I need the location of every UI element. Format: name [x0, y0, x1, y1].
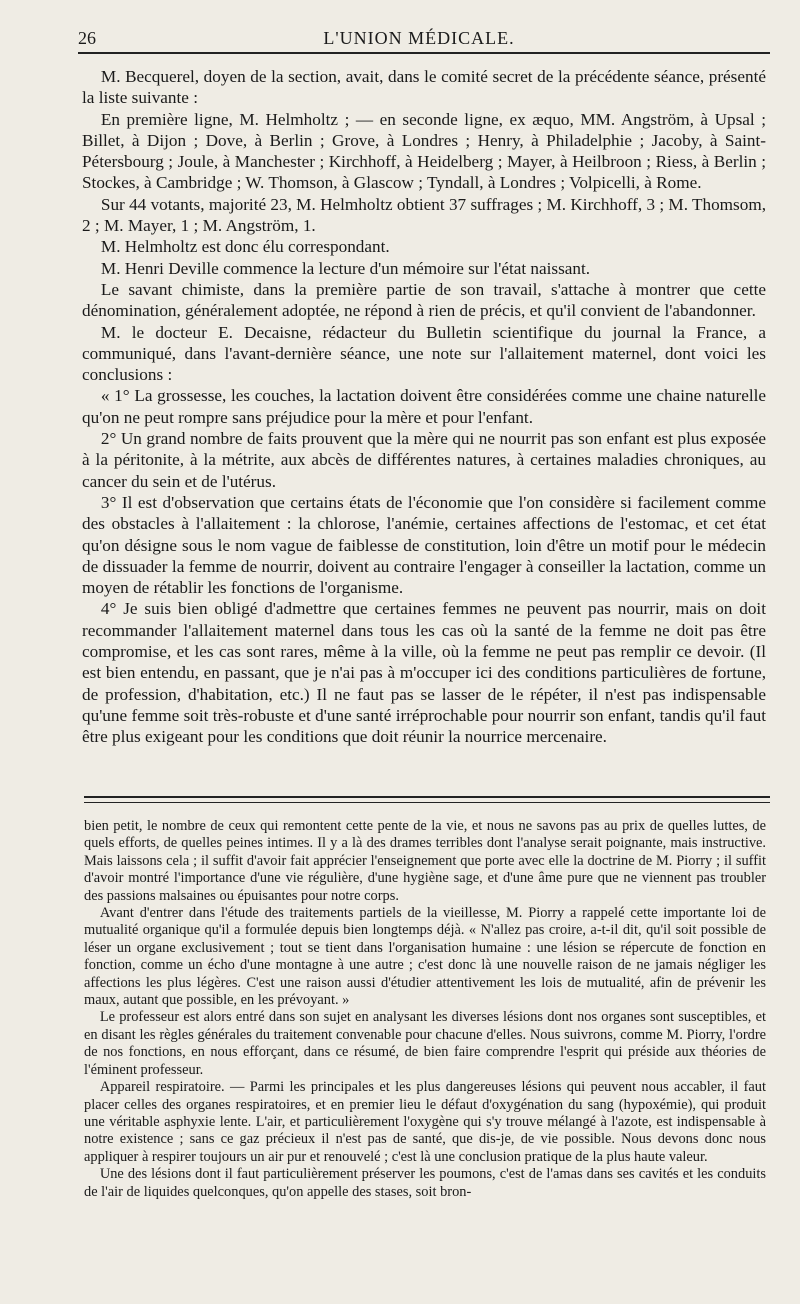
header-rule — [78, 52, 770, 54]
feuilleton-paragraph: Appareil respiratoire. — Parmi les principales et les plus dangereuses lésions qui peuvent nous accabler, il faut placer celles des organes respiratoires, et en premier lieu le défaut d'oxygénation du sang (hypoxémie), qui produit une véritable asphyxie lente. L'air, et particulièrement l'oxygène qui s'y trouve mélangé à l'azote, est indispensable à notre existence ; sans ce gaz précieux il n'est pas de santé, que dis-je, de vie possible. Nous devons donc nous appliquer à respirer toujours un air pur et renouvelé ; c'est là une conclusion pratique de la plus haute valeur. — [84, 1079, 766, 1165]
main-paragraph: M. le docteur E. Decaisne, rédacteur du Bulletin scientifique du journal la France, a communiqué, dans l'avant-dernière séance, une note sur l'allaitement maternel, dont voici les conclusions : — [82, 322, 766, 385]
feuilleton-paragraph: bien petit, le nombre de ceux qui remontent cette pente de la vie, et nous ne savons pas au prix de quelles luttes, de quels efforts, de quelles peines intimes. Il y a là des drames terribles dont l'analyse serait poignante, mais instructive. Mais laissons cela ; il suffit d'avoir fait apprécier l'enseignement que porte avec elle la doctrine de M. Piorry ; il suffit d'avoir montré l'importance d'une vie régulière, d'une hygiène sage, et d'une âme pure que ne viennent pas troubler des passions malsaines ou épuisantes pour notre corps. — [84, 818, 766, 904]
main-paragraph: 2° Un grand nombre de faits prouvent que la mère qui ne nourrit pas son enfant est plus exposée à la péritonite, à la métrite, aux abcès de différentes natures, à certaines maladies chroniques, au cancer du sein et de l'utérus. — [82, 429, 766, 491]
main-paragraph: En première ligne, M. Helmholtz ; — en seconde ligne, ex æquo, MM. Angström, à Upsal ; Billet, à Dijon ; Dove, à Berlin ; Grove, à Londres ; Henry, à Philadelphie ; Jacoby, à Saint-Pétersbourg ; Joule, à Manchester ; Kirchhoff, à Heidelberg ; Mayer, à Heilbroon ; Riess, à Berlin ; Stockes, à Cambridge ; W. Thomson, à Glascow ; Tyndall, à Londres ; Volpicelli, à Rome. — [82, 109, 766, 193]
feuilleton-text — [84, 818, 766, 1201]
page-header — [78, 22, 760, 52]
running-title: L'UNION MÉDICALE. — [323, 28, 515, 48]
main-paragraph: Sur 44 votants, majorité 23, M. Helmholtz obtient 37 suffrages ; M. Kirchhoff, 3 ; M. Thomsom, 2 ; M. Mayer, 1 ; M. Angström, 1. — [82, 194, 766, 236]
main-paragraph: M. Henri Deville commence la lecture d'un mémoire sur l'état naissant. — [100, 258, 591, 278]
main-paragraph: M. Helmholtz est donc élu correspondant. — [100, 237, 390, 257]
feuilleton-separator-rule — [84, 796, 770, 803]
main-paragraph: « 1° La grossesse, les couches, la lactation doivent être considérées comme une chaine naturelle qu'on ne peut rompre sans préjudice pour la mère et pour l'enfant. — [82, 386, 766, 427]
main-paragraph: 3° Il est d'observation que certains états de l'économie que l'on considère si facilement comme des obstacles à l'allaitement : la chlorose, l'anémie, certaines affections de l'estomac, et cet état qu'on désigne sous le nom vague de faiblesse de constitution, loin d'être un motif pour le médecin de dissuader la femme de nourrir, doivent au contraire l'engager à conseiller la lactation, comme un moyen de rétablir les fonctions de l'organisme. — [82, 492, 766, 598]
page-number: 26 — [78, 28, 96, 48]
main-paragraph: Le savant chimiste, dans la première partie de son travail, s'attache à montrer que cette dénomination, généralement adoptée, ne répond à rien de précis, et qu'il convient de l'abandonner. — [82, 279, 766, 321]
feuilleton-paragraph: Le professeur est alors entré dans son sujet en analysant les diverses lésions dont nos organes sont susceptibles, et en disant les règles générales du traitement convenable pour chacune d'elles. Nous suivrons, comme M. Piorry, l'ordre de nos fonctions, en nous efforçant, dans ce résumé, de bien faire comprendre l'esprit qui préside aux théories de l'éminent professeur. — [84, 1009, 766, 1078]
feuilleton-paragraph: Une des lésions dont il faut particulièrement préserver les poumons, c'est de l'amas dans ses cavités et les conduits de l'air de liquides quelconques, qu'on appelle des stases, soit bron- — [84, 1166, 766, 1200]
main-paragraph: 4° Je suis bien obligé d'admettre que certaines femmes ne peuvent pas nourrir, mais on doit recommander l'allaitement maternel dans tous les cas où la santé de la femme ne doit pas être compromise, et les cas sont rares, même à la ville, où la femme ne peut pas remplir ce devoir. (Il est bien entendu, en passant, que je n'ai pas à m'occuper ici des conditions particulières de fortune, de profession, d'habitation, etc.) Il ne faut pas se lasser de le répéter, il n'est pas indispensable qu'une femme soit très-robuste et d'une santé irréprochable pour nourrir son enfant, tandis qu'il faut être plus exigeant pour les conditions que doit réunir la nourrice mercenaire. — [82, 599, 766, 747]
main-paragraph: M. Becquerel, doyen de la section, avait, dans le comité secret de la précédente séance, présenté la liste suivante : — [82, 67, 766, 108]
feuilleton-paragraph: Avant d'entrer dans l'étude des traitements partiels de la vieillesse, M. Piorry a rappelé cette importante loi de mutualité organique qu'il a formulée depuis bien longtemps déjà. « N'allez pas croire, a-t-il dit, qu'il soit possible de léser un organe exclusivement ; tout se tient dans l'organisation humaine : une lésion se répercute de fonction en fonction, comme un écho d'une montagne à une autre ; c'est donc là une nouvelle raison de ne jamais négliger les affections les plus légères. C'est une raison aussi d'étudier attentivement les lois de mutualité, afin de prévenir les maux, autant que possible, en les prévoyant. » — [84, 905, 766, 1009]
main-text-column — [82, 66, 766, 748]
